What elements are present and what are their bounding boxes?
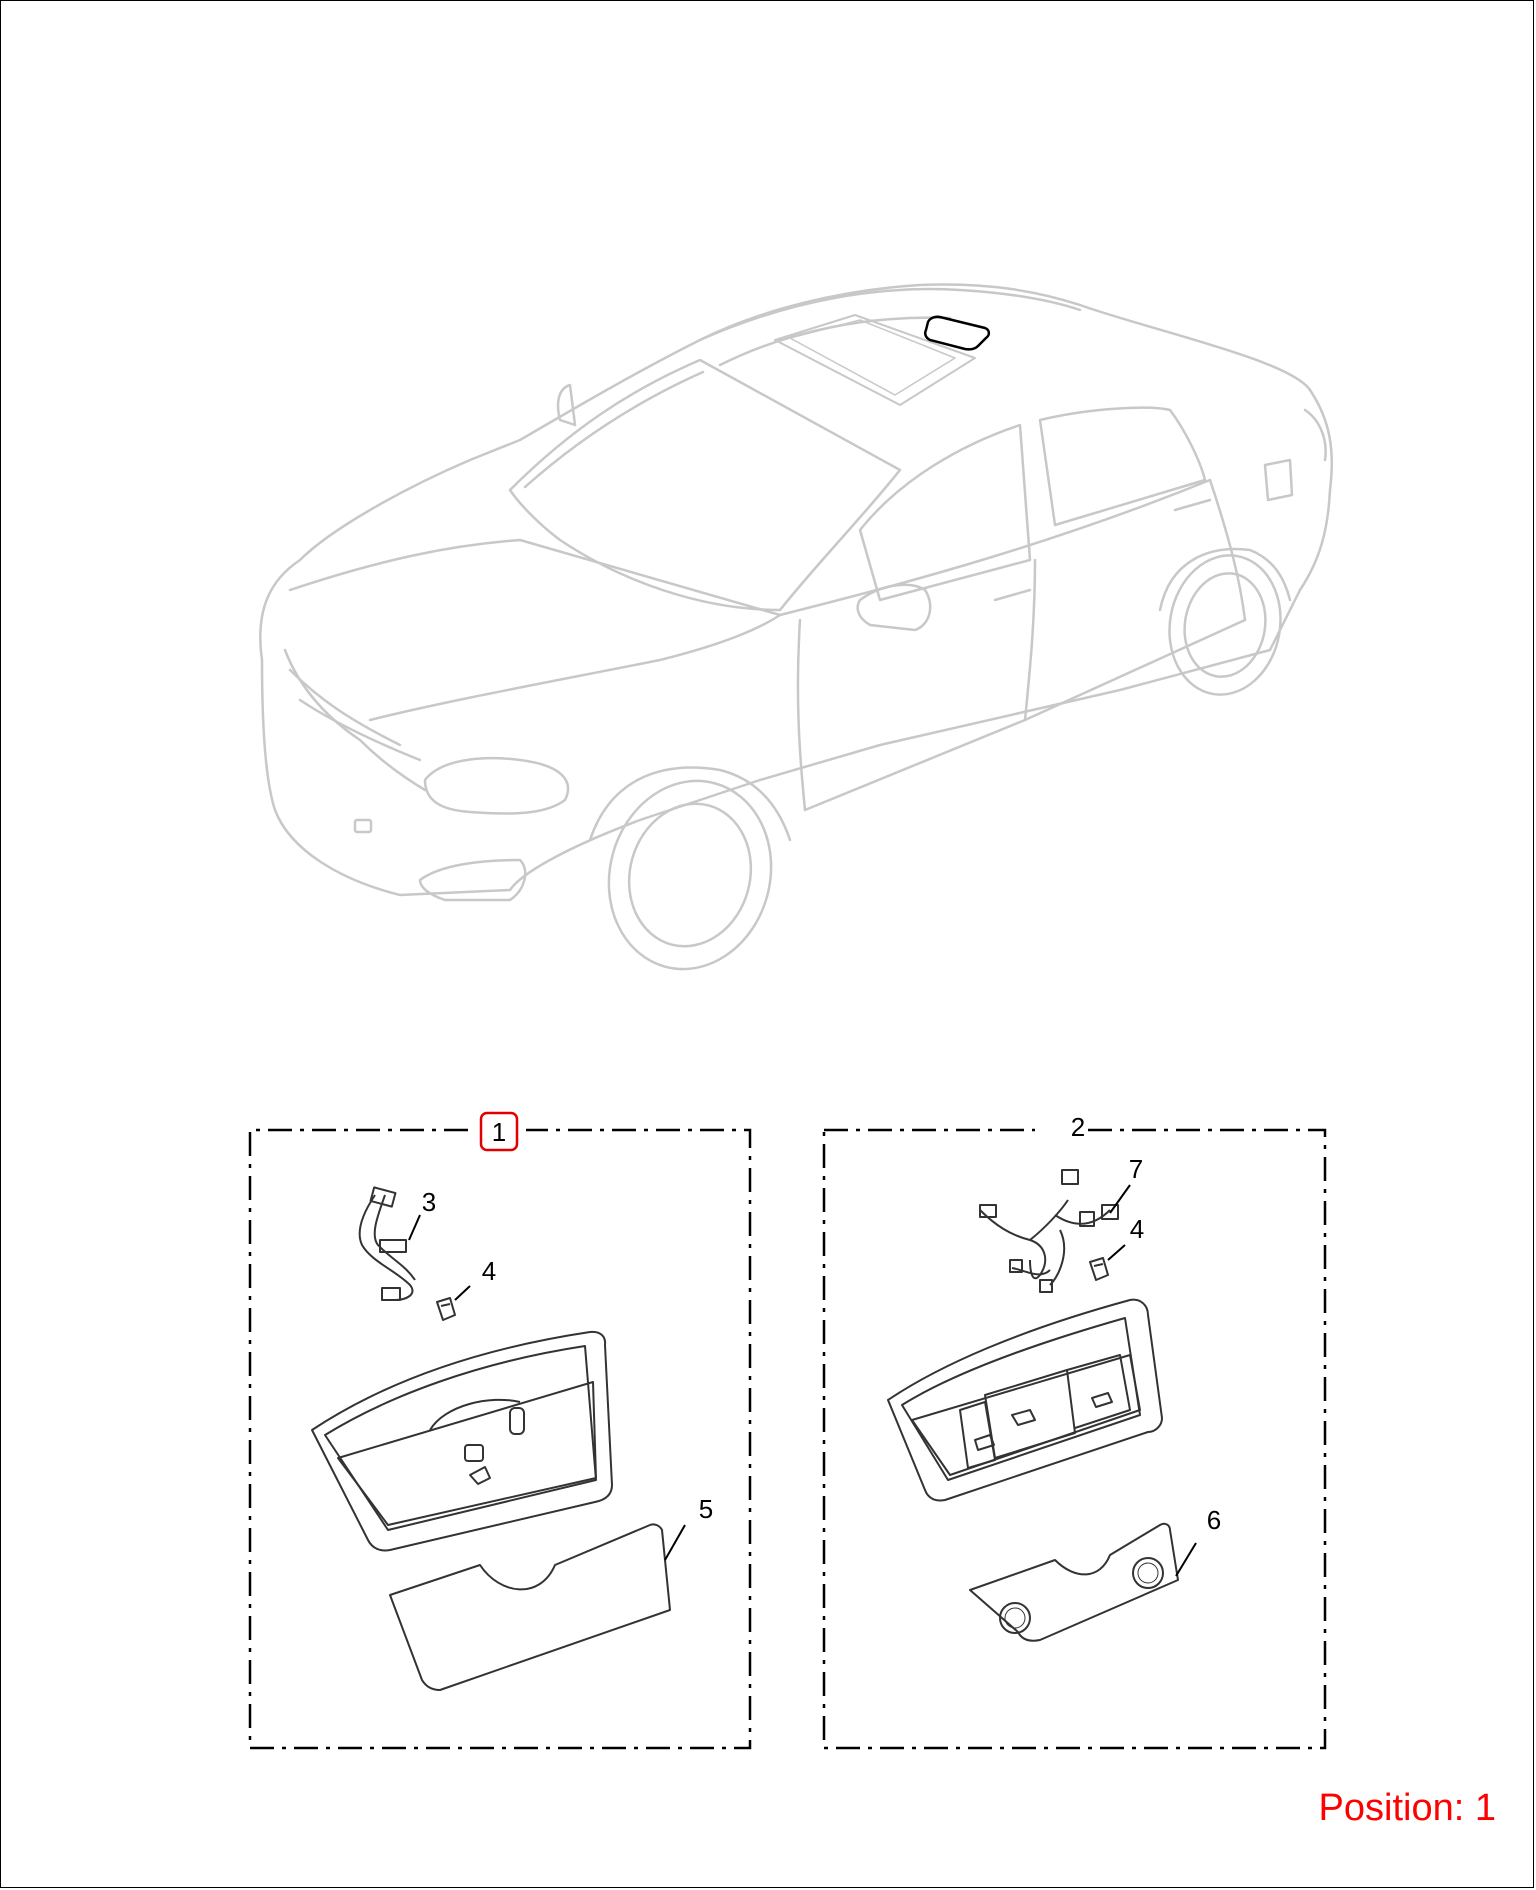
bulb-part-left bbox=[437, 1298, 455, 1320]
wiring-harness-part-7 bbox=[980, 1170, 1118, 1292]
parts-left bbox=[312, 1187, 685, 1690]
callout-3[interactable]: 3 bbox=[421, 1187, 437, 1217]
position-indicator bbox=[1319, 1787, 1496, 1830]
lamp-housing-part-left bbox=[312, 1332, 612, 1551]
callout-7[interactable]: 7 bbox=[1128, 1154, 1144, 1184]
callout-6[interactable]: 6 bbox=[1206, 1505, 1222, 1535]
callout-4-left[interactable]: 4 bbox=[481, 1256, 497, 1286]
lamp-housing-part-right bbox=[888, 1300, 1162, 1501]
position-value: 1 bbox=[1474, 1787, 1496, 1829]
callout-4-right[interactable]: 4 bbox=[1129, 1214, 1145, 1244]
car-illustration bbox=[260, 284, 1332, 987]
lens-part-6 bbox=[970, 1524, 1178, 1641]
lens-part-5 bbox=[390, 1524, 670, 1690]
assembly-group-box-1 bbox=[250, 1130, 750, 1748]
position-label-text: Position: bbox=[1318, 1787, 1465, 1829]
bulb-part-right bbox=[1090, 1258, 1108, 1280]
callout-2[interactable]: 2 bbox=[1070, 1112, 1086, 1142]
callout-5[interactable]: 5 bbox=[698, 1494, 714, 1524]
callout-1[interactable]: 1 bbox=[491, 1117, 507, 1147]
wiring-harness-part bbox=[360, 1187, 415, 1300]
parts-right bbox=[888, 1170, 1196, 1641]
